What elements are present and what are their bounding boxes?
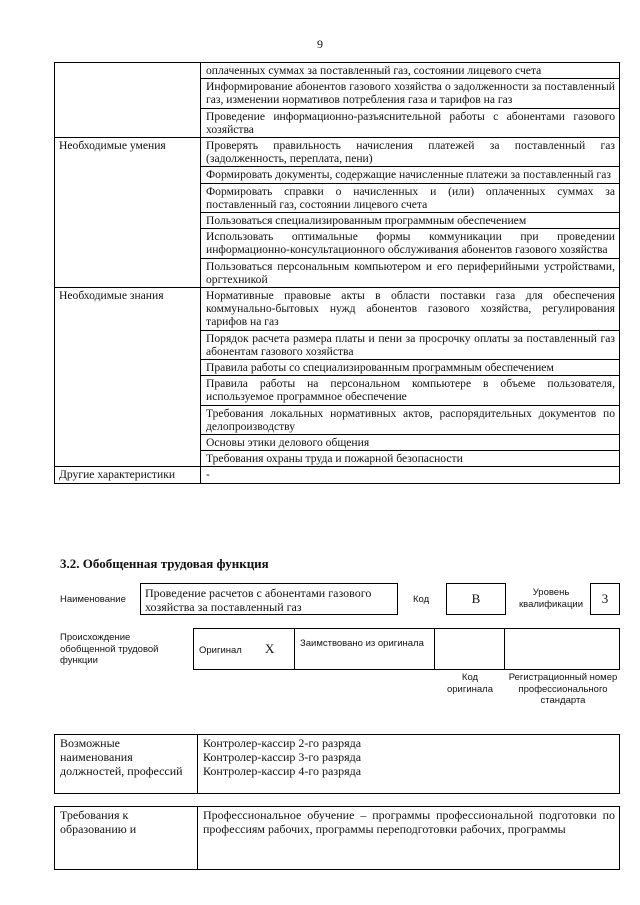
table-cell: Правила работы со специализированным программным обеспечением	[201, 360, 620, 376]
education-label: Требования к образованию и	[55, 807, 198, 870]
table-cell: Порядок расчета размера платы и пени за просрочку оплаты за поставленный газ абонентам газового хозяйства	[201, 330, 620, 359]
code-caption: Код оригинала	[446, 672, 493, 695]
positions-list	[198, 735, 620, 794]
name-label: Наименование	[60, 594, 126, 605]
table-cell: -	[201, 467, 620, 483]
list-item: Контролер-кассир 2-го разряда	[203, 736, 362, 750]
competency-table	[54, 62, 620, 484]
borrowed-label: Заимствовано из оригинала	[300, 638, 424, 649]
table-cell: Формировать документы, содержащие начисленные платежи за поставленный газ	[201, 167, 620, 183]
page-number: 9	[317, 37, 323, 51]
education-text: Профессиональное обучение – программы профессиональной подготовки по профессиям рабочих, программы переподготовки рабочих, программы	[198, 807, 620, 870]
level-label: Уровень квалификации	[518, 587, 584, 610]
positions-label: Возможные наименования должностей, профессий	[55, 735, 198, 794]
origin-label: Происхождение обобщенной трудовой функции	[60, 632, 159, 666]
row-label-skills: Необходимые умения	[55, 138, 201, 288]
table-row	[55, 63, 620, 79]
row-label	[55, 63, 201, 138]
code-label: Код	[413, 594, 430, 605]
reg-number-caption: Регистрационный номер профессионального стандарта	[508, 672, 618, 706]
table-cell: Правила работы на персональном компьютере в объеме пользователя, используемое программное обеспечение	[201, 376, 620, 405]
row-label-other: Другие характеристики	[55, 467, 201, 483]
positions-table	[54, 734, 620, 794]
table-cell: Использовать оптимальные формы коммуникации при проведении информационно-консультационного обслуживания абонентов газового хозяйства	[201, 229, 620, 258]
table-cell: Проверять правильность начисления платежей за поставленный газ (задолженность, переплата, пени)	[201, 138, 620, 167]
table-row	[55, 138, 620, 167]
table-cell: Информирование абонентов газового хозяйства о задолженности за поставленный газ, изменении нормативов потребления газа и тарифов на газ	[201, 79, 620, 108]
divider	[504, 628, 505, 670]
divider	[294, 628, 295, 670]
table-row	[55, 288, 620, 331]
table-cell: оплаченных суммах за поставленный газ, состоянии лицевого счета	[201, 63, 620, 79]
name-value-box: Проведение расчетов с абонентами газового хозяйства за поставленный газ	[140, 583, 398, 615]
table-row	[55, 807, 620, 870]
code-value-box: B	[446, 583, 506, 615]
table-cell: Требования локальных нормативных актов, распорядительных документов по делопроизводству	[201, 405, 620, 434]
education-table	[54, 806, 620, 870]
table-cell: Формировать справки о начисленных и (или) оплаченных суммах за поставленный газ, состоянии лицевого счета	[201, 183, 620, 212]
table-row	[55, 735, 620, 794]
table-cell: Требования охраны труда и пожарной безопасности	[201, 451, 620, 467]
section-title: 3.2. Обобщенная трудовая функция	[60, 556, 269, 571]
list-item: Контролер-кассир 3-го разряда	[203, 750, 362, 764]
table-row	[55, 467, 620, 483]
table-cell: Проведение информационно-разъяснительной работы с абонентами газового хозяйства	[201, 108, 620, 137]
row-label-knowledge: Необходимые знания	[55, 288, 201, 467]
level-value-box: 3	[590, 583, 620, 615]
table-cell: Пользоваться специализированным программным обеспечением	[201, 213, 620, 229]
education-clip	[54, 806, 620, 905]
original-mark: X	[265, 641, 275, 656]
divider	[434, 628, 435, 670]
original-label: Оригинал	[199, 645, 242, 656]
table-cell: Пользоваться персональным компьютером и его периферийными устройствами, оргтехникой	[201, 258, 620, 287]
table-cell: Нормативные правовые акты в области поставки газа для обеспечения коммунально-бытовых нужд абонентов газового хозяйства, регулирования тарифов на газ	[201, 288, 620, 331]
list-item: Контролер-кассир 4-го разряда	[203, 764, 362, 778]
table-cell: Основы этики делового общения	[201, 435, 620, 451]
